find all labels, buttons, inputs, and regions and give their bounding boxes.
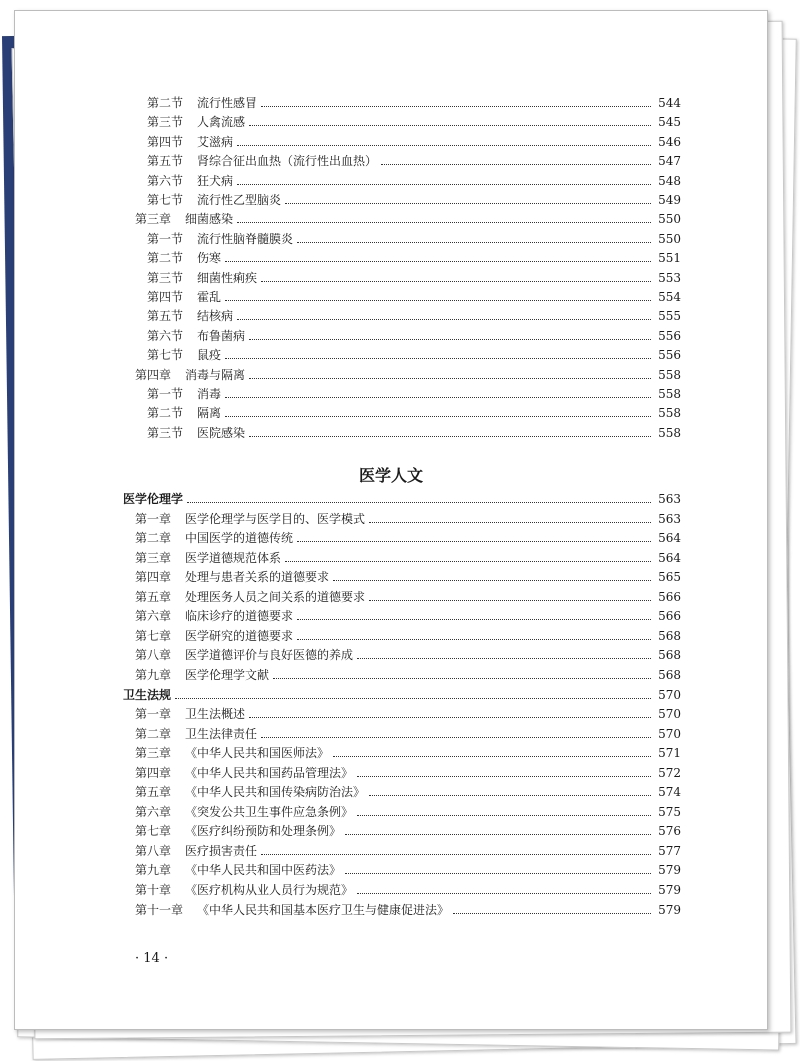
toc-entry-title: 处理与患者关系的道德要求 xyxy=(185,570,330,585)
toc-entry-number: 第四章 xyxy=(135,367,172,382)
toc-entry-page: 558 xyxy=(658,387,681,401)
toc-entry xyxy=(147,232,681,246)
toc-entry-title: 医院感染 xyxy=(197,425,246,440)
toc-entry-title: 《中华人民共和国基本医疗卫生与健康促进法》 xyxy=(197,902,450,917)
toc-entry-number: 第九章 xyxy=(135,863,172,878)
toc-entry-title: 霍乱 xyxy=(197,290,222,304)
toc-entry-title: 隔离 xyxy=(197,406,222,421)
toc-entry xyxy=(135,824,681,838)
toc-entry-number: 第二章 xyxy=(135,726,172,741)
toc-entry xyxy=(147,271,681,285)
dot-leader xyxy=(225,396,651,398)
dot-leader xyxy=(249,435,651,437)
toc-entry-page: 549 xyxy=(658,193,681,207)
toc-entry-page: 564 xyxy=(658,531,681,546)
toc-entry xyxy=(135,883,681,897)
toc-entry-number: 第一节 xyxy=(147,231,184,246)
dot-leader xyxy=(225,357,651,359)
toc-entry-title: 《中华人民共和国中医药法》 xyxy=(185,863,342,878)
toc-entry-number: 第四章 xyxy=(135,765,172,780)
toc-entry xyxy=(135,551,681,565)
toc-entry-number: 第五章 xyxy=(135,589,172,604)
toc-entry-page: 563 xyxy=(658,492,681,506)
toc-entry-page: 579 xyxy=(658,902,681,917)
toc-entry xyxy=(135,609,681,623)
toc-entry-number: 第三节 xyxy=(147,425,184,440)
dot-leader xyxy=(225,299,651,301)
toc-entry-page: 550 xyxy=(658,231,681,246)
toc-entry-number: 第三章 xyxy=(135,746,172,761)
toc-entry-title: 流行性乙型脑炎 xyxy=(197,193,282,207)
toc-entry-number: 第九章 xyxy=(135,667,172,682)
toc-entry-page: 574 xyxy=(658,785,681,800)
toc-entry-page: 566 xyxy=(658,589,681,604)
toc-entry-page: 553 xyxy=(658,270,681,285)
dot-leader xyxy=(453,912,651,914)
toc-entry-page: 555 xyxy=(658,309,681,324)
toc-entry-title: 消毒与隔离 xyxy=(185,367,246,382)
toc-entry-page: 579 xyxy=(658,863,681,878)
toc-entry xyxy=(147,115,681,129)
toc-entry-title: 医学道德规范体系 xyxy=(185,550,282,565)
toc-entry-number: 第八章 xyxy=(135,843,172,858)
dot-leader xyxy=(369,794,651,796)
toc-entry xyxy=(147,329,681,343)
dot-leader xyxy=(237,221,651,223)
toc-entry-page: 571 xyxy=(658,746,681,761)
toc-entry-number: 第七章 xyxy=(135,628,172,643)
toc-entry-number: 第七节 xyxy=(147,348,184,363)
toc-entry xyxy=(135,766,681,780)
toc-entry xyxy=(135,668,681,682)
toc-entry xyxy=(147,96,681,110)
toc-entry-page: 556 xyxy=(658,328,681,343)
toc-entry-number: 第一章 xyxy=(135,707,172,722)
dot-leader xyxy=(249,124,651,126)
toc-entry xyxy=(135,212,681,226)
toc-entry-page: 550 xyxy=(658,212,681,227)
toc-entry xyxy=(123,492,681,506)
toc-entry-number: 第四节 xyxy=(147,290,184,304)
toc-entry-number: 第十一章 xyxy=(135,902,184,917)
toc-entry-title: 《中华人民共和国药品管理法》 xyxy=(185,765,354,780)
dot-leader xyxy=(249,377,651,379)
toc-entry-page: 570 xyxy=(658,687,681,702)
toc-entry-number: 第四节 xyxy=(147,134,184,149)
toc-entry-title: 临床诊疗的道德要求 xyxy=(185,609,294,624)
dot-leader xyxy=(345,833,651,835)
dot-leader xyxy=(333,755,651,757)
toc-entry-title: 医疗损害责任 xyxy=(185,843,258,858)
toc-entry xyxy=(135,805,681,819)
dot-leader xyxy=(333,579,651,581)
toc-entry-page: 568 xyxy=(658,648,681,663)
toc-entry-number: 第六章 xyxy=(135,609,172,624)
toc-entry-page: 568 xyxy=(658,667,681,682)
toc-entry xyxy=(147,426,681,440)
dot-leader xyxy=(237,144,651,146)
toc-entry xyxy=(147,348,681,362)
dot-leader xyxy=(225,260,651,262)
toc-entry-page: 558 xyxy=(658,367,681,382)
toc-entry-number: 第六节 xyxy=(147,173,184,188)
toc-entry-title: 肾综合征出血热（流行性出血热） xyxy=(197,154,378,169)
toc-entry-title: 艾滋病 xyxy=(197,134,234,149)
dot-leader xyxy=(261,853,651,855)
dot-leader xyxy=(297,638,651,640)
toc-entry-title: 医学道德评价与良好医德的养成 xyxy=(185,648,354,663)
toc-entry-number: 第一章 xyxy=(135,511,172,526)
dot-leader xyxy=(357,892,651,894)
toc-entry-page: 548 xyxy=(658,173,681,188)
toc-entry xyxy=(135,512,681,526)
dot-leader xyxy=(369,599,651,601)
toc-entry-title: 医学伦理学文献 xyxy=(185,667,270,682)
toc-entry-number: 第四章 xyxy=(135,570,172,585)
toc-entry-page: 570 xyxy=(658,707,681,722)
toc-entry xyxy=(135,785,681,799)
toc-entry xyxy=(135,590,681,604)
section-heading: 医学人文 xyxy=(358,466,423,485)
toc-entry-page: 575 xyxy=(658,804,681,819)
toc-entry xyxy=(147,193,681,207)
toc-entry-title: 《中华人民共和国医师法》 xyxy=(185,746,330,761)
toc-entry-title: 处理医务人员之间关系的道德要求 xyxy=(185,589,366,604)
toc-entry-title: 《医疗纠纷预防和处理条例》 xyxy=(185,824,342,839)
toc-entry xyxy=(135,368,681,382)
dot-leader xyxy=(261,280,651,282)
toc-entry-page: 545 xyxy=(658,115,681,130)
toc-entry xyxy=(135,570,681,584)
dot-leader xyxy=(285,202,651,204)
toc-entry-number: 第六节 xyxy=(147,328,184,343)
toc-entry-title: 鼠疫 xyxy=(197,348,222,363)
toc-entry-title: 中国医学的道德传统 xyxy=(185,531,294,546)
toc-entry-title: 结核病 xyxy=(197,309,234,324)
toc-entry-number: 第五节 xyxy=(147,309,184,324)
toc-entry xyxy=(135,746,681,760)
toc-entry-number: 第二节 xyxy=(147,406,184,421)
toc-entry xyxy=(147,309,681,323)
toc-entry xyxy=(147,406,681,420)
toc-entry xyxy=(147,154,681,168)
toc-entry-page: 558 xyxy=(658,425,681,440)
toc-entry xyxy=(147,174,681,188)
toc-entry-title: 《突发公共卫生事件应急条例》 xyxy=(185,804,354,819)
toc-entry-number: 第八章 xyxy=(135,648,172,663)
toc-entry-title: 细菌性痢疾 xyxy=(197,270,258,285)
dot-leader xyxy=(297,540,651,542)
toc-entry-title: 人禽流感 xyxy=(197,115,246,130)
toc-entry-number: 第三节 xyxy=(147,115,184,130)
toc-entry-title: 《医疗机构从业人员行为规范》 xyxy=(185,883,354,897)
toc-entry-number: 第七节 xyxy=(147,193,184,207)
toc-entry-page: 564 xyxy=(658,550,681,565)
page-number-footer: · 14 · xyxy=(135,951,169,966)
toc-entry-page: 558 xyxy=(658,406,681,421)
toc-entry-page: 544 xyxy=(658,96,681,110)
toc-entry-title: 布鲁菌病 xyxy=(197,328,246,343)
toc-entry-number: 第二节 xyxy=(147,251,184,266)
toc-entry-number: 第二章 xyxy=(135,531,172,546)
toc-entry-page: 579 xyxy=(658,883,681,897)
toc-entry-title: 卫生法规 xyxy=(123,687,172,702)
dot-leader xyxy=(273,677,651,679)
toc-entry-page: 551 xyxy=(658,251,681,266)
toc-entry xyxy=(147,387,681,401)
toc-entry-title: 消毒 xyxy=(197,387,222,401)
toc-entry-number: 第二节 xyxy=(147,96,184,110)
toc-entry-number: 第五节 xyxy=(147,154,184,169)
toc-entry-page: 570 xyxy=(658,726,681,741)
toc-entry xyxy=(135,648,681,662)
toc-entry-title: 伤寒 xyxy=(197,251,222,266)
toc-entry-page: 556 xyxy=(658,348,681,363)
toc-entry-number: 第三章 xyxy=(135,212,172,227)
dot-leader xyxy=(187,501,651,503)
toc-entry xyxy=(135,727,681,741)
toc-entry xyxy=(135,863,681,877)
toc-entry-number: 第六章 xyxy=(135,804,172,819)
toc-entry xyxy=(135,531,681,545)
toc-entry-page: 563 xyxy=(658,511,681,526)
toc-entry xyxy=(147,135,681,149)
toc-entry-page: 572 xyxy=(658,765,681,780)
toc-entry-number: 第十章 xyxy=(135,883,172,897)
toc-entry-title: 流行性感冒 xyxy=(197,96,258,110)
dot-leader xyxy=(237,318,651,320)
toc-entry-page: 547 xyxy=(658,154,681,169)
dot-leader xyxy=(175,697,651,699)
toc-entry-title: 流行性脑脊髓膜炎 xyxy=(197,231,294,246)
dot-leader xyxy=(261,105,651,107)
dot-leader xyxy=(357,814,651,816)
toc-entry-number: 第三章 xyxy=(135,550,172,565)
dot-leader xyxy=(249,716,651,718)
toc-entry xyxy=(135,707,681,721)
toc-entry-page: 577 xyxy=(658,843,681,858)
dot-leader xyxy=(357,657,651,659)
toc-entry-title: 狂犬病 xyxy=(197,173,234,188)
toc-entry-number: 第一节 xyxy=(147,387,184,401)
toc-entry-page: 576 xyxy=(658,824,681,839)
toc-entry-number: 第三节 xyxy=(147,270,184,285)
toc-entry xyxy=(123,688,681,702)
toc-entry xyxy=(147,251,681,265)
toc-entry-title: 医学研究的道德要求 xyxy=(185,628,294,643)
toc-entry-title: 卫生法律责任 xyxy=(185,726,258,741)
toc-entry xyxy=(135,629,681,643)
dot-leader xyxy=(381,163,651,165)
dot-leader xyxy=(297,618,651,620)
toc-entry-page: 568 xyxy=(658,628,681,643)
dot-leader xyxy=(285,560,651,562)
toc-entry xyxy=(135,844,681,858)
toc-entry-title: 细菌感染 xyxy=(185,212,234,227)
dot-leader xyxy=(357,775,651,777)
toc-entry-page: 546 xyxy=(658,134,681,149)
dot-leader xyxy=(249,338,651,340)
toc-entry xyxy=(147,290,681,304)
dot-leader xyxy=(237,183,651,185)
toc-entry-page: 554 xyxy=(658,290,681,304)
toc-entry xyxy=(135,903,681,917)
toc-entry-title: 医学伦理学 xyxy=(123,492,184,506)
dot-leader xyxy=(261,736,651,738)
toc-entry-title: 医学伦理学与医学目的、医学模式 xyxy=(185,511,366,526)
dot-leader xyxy=(369,521,651,523)
toc-entry-title: 卫生法概述 xyxy=(185,707,246,722)
dot-leader xyxy=(297,241,651,243)
toc-entry-title: 《中华人民共和国传染病防治法》 xyxy=(185,785,366,800)
toc-entry-number: 第五章 xyxy=(135,785,172,800)
toc-entry-page: 566 xyxy=(658,609,681,624)
dot-leader xyxy=(345,872,651,874)
dot-leader xyxy=(225,415,651,417)
toc-entry-page: 565 xyxy=(658,570,681,585)
toc-page xyxy=(14,10,768,1030)
toc-entry-number: 第七章 xyxy=(135,824,172,839)
